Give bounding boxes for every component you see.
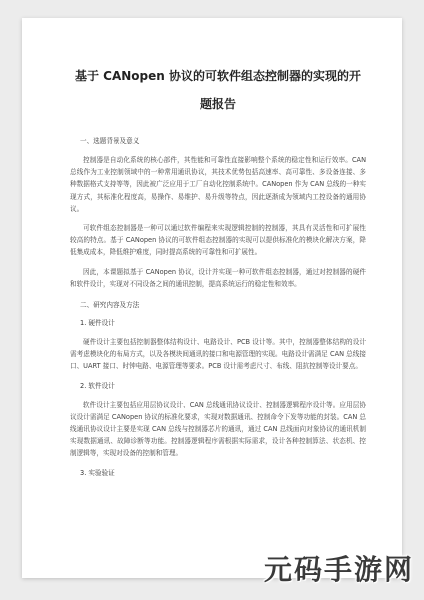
document-page <box>22 18 402 578</box>
section-heading: 一、选题背景及意义 <box>80 137 140 145</box>
subsection-heading: 1. 硬件设计 <box>80 319 115 328</box>
subsection-heading: 2. 软件设计 <box>80 381 115 390</box>
paragraph: 硬件设计主要包括控制器整体结构设计、电路设计、PCB 设计等。其中，控制器整体结构的设计需考虑模块化的布局方式，以及各模块间通讯的接口和电源管理的实现。电路设计需满足 CAN 总线接口、UART 接口、时钟电路、电源管理等要求。PCB 设计需考虑尺寸、布线、阻抗控制等设计要点。 <box>70 338 366 371</box>
paragraph: 可软件组态控制器是一种可以通过软件编程来实现逻辑控制的控制器，其具有灵活性和可扩展性较高的特点。基于 CANopen 协议的可软件组态控制器的实现可以提供标准化的模块化解决方案，降低集成成本，降低维护难度，同时提高系统的可靠性和可扩展性。 <box>70 224 366 257</box>
paragraph: 控制器是自动化系统的核心部件，其性能和可靠性直接影响整个系统的稳定性和运行效率。CAN 总线作为工业控制领域中的一种常用通讯协议，其技术优势包括高速率、高可靠性、多设备连接、多种数据格式支持等等，因此被广泛应用于工厂自动化控制系统中。CANopen 作为 CAN 总线的一种实现方式，其标准化程度高，易操作、易维护、易升级等特点，因此逐渐成为领域内工控设备的通用协议。 <box>70 156 366 213</box>
site-watermark: 元码手游网 <box>263 553 414 586</box>
document-body <box>70 62 366 486</box>
paragraph: 因此，本课题拟基于 CANopen 协议，设计并实现一种可软件组态控制器，通过对控制器的硬件和软件设计，实现对不同设备之间的通讯控制，提高系统运行的稳定性和效率。 <box>70 267 366 288</box>
subsection-heading: 3. 实验验证 <box>80 468 115 477</box>
section-heading: 二、研究内容及方法 <box>80 301 140 310</box>
paragraph: 软件设计主要包括应用层协议设计、CAN 总线通讯协议设计、控制器逻辑程序设计等。应用层协议设计需满足 CANopen 协议的标准化要求，实现对数据通讯、控制命令下发等功能的封装。CAN 总线通讯协议设计主要是实现 CAN 总线与控制器芯片的通讯，通过 CAN 总线面向对象协议的通讯机制实现数据通讯、故障诊断等功能。控制器逻辑程序需根据实际需求，设计各种控制算法、状态机、控制逻辑等，实现对设备的控制和管理。 <box>70 400 366 458</box>
document-title: 基于 CANopen 协议的可软件组态控制器的实现的开题报告 <box>74 69 361 111</box>
